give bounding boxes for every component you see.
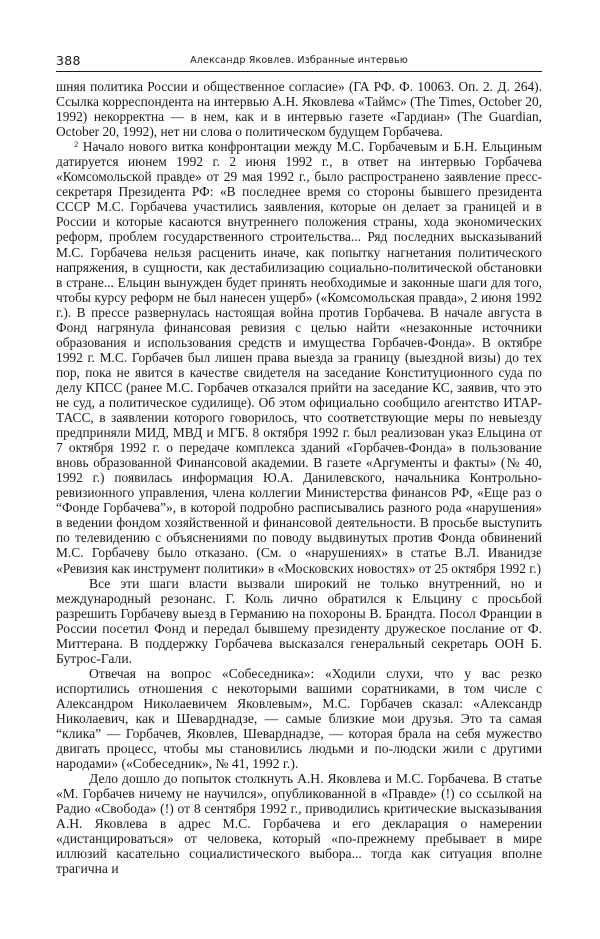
body-paragraph: Дело дошло до попыток столкнуть А.Н. Яковлева и М.С. Горбачева. В статье «М. Горбачев ничему не научился», опубликованной в «Правде» (!) со ссылкой на Радио «Свобода» (!) от 8 сентября 1992 г., приводились критические высказывания А.Н. Яковлева в адрес М.С. Горбачева и его декларация о намерении «дистанцироваться» от человека, который «по-прежнему пребывает в мире иллюзий касательно социалистического выбора... тогда как ситуация вполне трагична и bbox=[56, 771, 542, 877]
page-body bbox=[56, 79, 542, 876]
running-head bbox=[56, 49, 542, 72]
footnote-2-text: Начало нового витка конфронтации между М.С. Горбачевым и Б.Н. Ельциным датируется июнем 1992 г. 2 июня 1992 г., в ответ на интервью Горбачева «Комсомольской правде» от 29 мая 1992 г., было распространено заявление пресс-секретаря Президента РФ: «В последнее время со стороны бывшего президента СССР М.С. Горбачева участились заявления, которые он делает за границей и в России и которые касаются внутреннего положения страны, хода экономических реформ, проблем государственного строительства... Ряд последних высказываний М.С. Горбачева нельзя расценить иначе, как попытку нагнетания политического напряжения, в сущности, как дестабилизацию социально-политической обстановки в стране... Ельцин вынужден будет принять необходимые и законные шаги для того, чтобы курсу реформ не был нанесен ущерб» («Комсомольская правда», 2 июня 1992 г.). В прессе развернулась настоящая война против Горбачева. В начале августа в Фонд нагрянула финансовая ревизия с целью найти «незаконные источники образования и использования средств и имущества Горбачев-Фонда». В октябре 1992 г. М.С. Горбачев был лишен права выезда за границу (выездной визы) до тех пор, пока не явится в качестве свидетеля на заседание Конституционного суда по делу КПСС (ранее М.С. Горбачев отказался прийти на заседание КС, заявив, что это не суд, а политическое судилище). Об этом официально сообщило агентство ИТАР-ТАСС, в заявлении которого говорилось, что соответствующие меры по невыезду предприняли МИД, МВД и МГБ. 8 октября 1992 г. был реализован указ Ельцина от 7 октября 1992 г. о передаче комплекса зданий «Горбачев-Фонда» в пользование вновь образованной Финансовой академии. В газете «Аргументы и факты» (№ 40, 1992 г.) появилась информация Ю.А. Данилевского, начальника Контрольно-ревизионного управления, члена коллегии Министерства финансов РФ, «Еще раз о “Фонде Горбачева”», в которой подробно расписывались разного рода «нарушения» в ведении фондом хозяйственной и финансовой деятельности. В просьбе выступить по телевидению с объяснениями по поводу выдвинутых против Фонда обвинений М.С. Горбачеву было отказано. (См. о «нарушениях» в статье В.Л. Иванидзе «Ревизия как инструмент политики» в «Московских новостях» от 25 октября 1992 г.) bbox=[56, 139, 542, 576]
body-paragraph: Отвечая на вопрос «Собеседника»: «Ходили слухи, что у вас резко испортились отношения с некоторыми вашими соратниками, в том числе с Александром Николаевичем Яковлевым», М.С. Горбачев сказал: «Александр Николаевич, как и Шеварднадзе, — самые близкие мои друзья. Это та самая “клика” — Горбачев, Яковлев, Шеварднадзе, — которая брала на себя мужество двигать процесс, чтобы мы становились людьми и по-людски жили с другими народами» («Собеседник», № 41, 1992 г.). bbox=[56, 665, 542, 772]
footnote-continuation: шняя политика России и общественное согласие» (ГА РФ. Ф. 10063. Оп. 2. Д. 264). Ссылка корреспондента на интервью А.Н. Яковлева «Таймс» (The Times, October 20, 1992) некорректна — в нем, как и в интервью газете «Гардиан» (The Guardian, October 20, 1992), нет ни слова о политическом будущем Горбачева. bbox=[56, 79, 542, 140]
footnote-marker: 2 bbox=[74, 139, 79, 150]
running-title: Александр Яковлев. Избранные интервью bbox=[190, 55, 408, 66]
body-paragraph: Все эти шаги власти вызвали широкий не только внутренний, но и международный резонанс. Г. Коль лично обратился к Ельцину с просьбой разрешить Горбачеву выезд в Германию на похороны В. Брандта. Посол Франции в России посетил Фонд и передал бывшему президенту дружеское послание от Ф. Миттерана. В поддержку Горбачева высказался генеральный секретарь ООН Б. Бутрос-Гали. bbox=[56, 575, 542, 666]
page-number: 388 bbox=[56, 53, 81, 68]
footnote-2 bbox=[56, 139, 542, 575]
